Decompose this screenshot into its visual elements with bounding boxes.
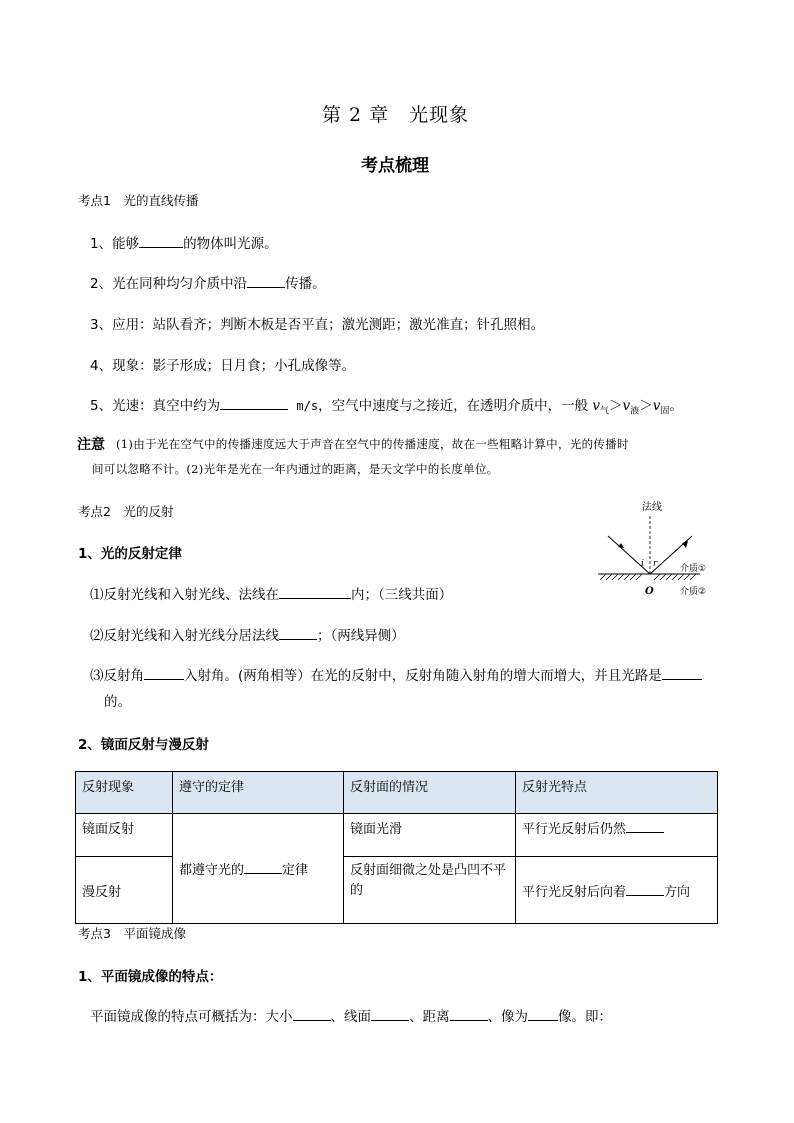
- blank[interactable]: [279, 627, 317, 640]
- blank[interactable]: [139, 235, 183, 248]
- table-header: 遵守的定律: [173, 772, 344, 814]
- blank[interactable]: [626, 883, 664, 896]
- surface-hatch: [600, 574, 696, 580]
- table-cell: 镜面反射: [76, 814, 173, 857]
- blank[interactable]: [528, 1008, 558, 1021]
- table-title: 2、镜面反射与漫反射: [78, 737, 209, 753]
- law-3-cont: 的。: [104, 694, 131, 710]
- blank[interactable]: [144, 667, 184, 680]
- note-label: 注意: [77, 437, 105, 453]
- table-cell: 反射面细微之处是凸凹不平的: [344, 857, 516, 924]
- table-cell: 平行光反射后仍然: [516, 814, 718, 857]
- mirror-image-line: 平面镜成像的特点可概括为：大小 、线面 、距离 、像为 像。即：: [90, 1009, 612, 1025]
- section-heading-2: 考点2 光的反射: [78, 504, 174, 519]
- table-cell: 平行光反射后向着 方向: [516, 857, 718, 924]
- blank[interactable]: [662, 667, 702, 680]
- blank[interactable]: [220, 397, 288, 410]
- item-1: 1、能够 的物体叫光源。: [90, 236, 278, 252]
- reflection-law-title: 1、光的反射定律: [78, 546, 182, 562]
- table-header-row: [76, 772, 718, 814]
- blank[interactable]: [371, 1008, 409, 1021]
- section-heading-1: 考点1 光的直线传播: [78, 193, 199, 208]
- table-cell-shared: 都遵守光的 定律: [173, 814, 344, 924]
- note-line-2: 间可以忽略不计。(2)光年是光在一年内通过的距离，是天文学中的长度单位。: [92, 462, 499, 476]
- page-subtitle: 考点梳理: [361, 156, 429, 176]
- medium-1-label: 介质①: [680, 564, 707, 574]
- section-heading-3: 考点3 平面镜成像: [78, 926, 186, 941]
- blank[interactable]: [244, 861, 282, 874]
- item-5: 5、光速：真空中约为 m/s，空气中速度与之接近，在透明介质中，一般 $v_气>v_液>v_固$。: [90, 398, 683, 417]
- law-1: ⑴反射光线和入射光线、法线在 内；（三线共面）: [90, 587, 453, 603]
- blank[interactable]: [247, 275, 285, 288]
- mirror-image-title: 1、平面镜成像的特点：: [78, 969, 223, 985]
- item-3: 3、应用：站队看齐；判断木板是否平直；激光测距；激光准直；针孔照相。: [90, 317, 545, 333]
- item-4: 4、现象：影子形成；日月食；小孔成像等。: [90, 358, 356, 374]
- reflection-diagram: [590, 496, 720, 602]
- page-title: 第 2 章 光现象: [322, 104, 470, 126]
- blank[interactable]: [626, 820, 664, 833]
- item-2: 2、光在同种均匀介质中沿 传播。: [90, 276, 326, 292]
- blank[interactable]: [279, 586, 351, 599]
- table-cell: 镜面光滑: [344, 814, 516, 857]
- angle-r-label: r: [653, 559, 658, 569]
- medium-2-label: 介质②: [680, 587, 707, 597]
- note-line-1: (1)由于光在空气中的传播速度远大于声音在空气中的传播速度，故在一些粗略计算中，光的传播时: [116, 437, 629, 451]
- table-row: [76, 814, 718, 857]
- table-cell: 漫反射: [76, 857, 173, 924]
- reflection-table: [75, 771, 718, 924]
- angle-i-label: i: [641, 559, 644, 569]
- table-header: 反射光特点: [516, 772, 718, 814]
- law-2: ⑵反射光线和入射光线分居法线 ；（两线异侧）: [90, 628, 405, 644]
- point-o-label: O: [645, 586, 654, 597]
- blank[interactable]: [450, 1008, 488, 1021]
- table-row: [76, 857, 718, 924]
- normal-label: 法线: [642, 502, 662, 513]
- table-header: 反射现象: [76, 772, 173, 814]
- law-3: ⑶反射角 入射角。(两角相等）在光的反射中，反射角随入射角的增大而增大，并且光路是: [90, 664, 702, 684]
- table-header: 反射面的情况: [344, 772, 516, 814]
- blank[interactable]: [293, 1008, 331, 1021]
